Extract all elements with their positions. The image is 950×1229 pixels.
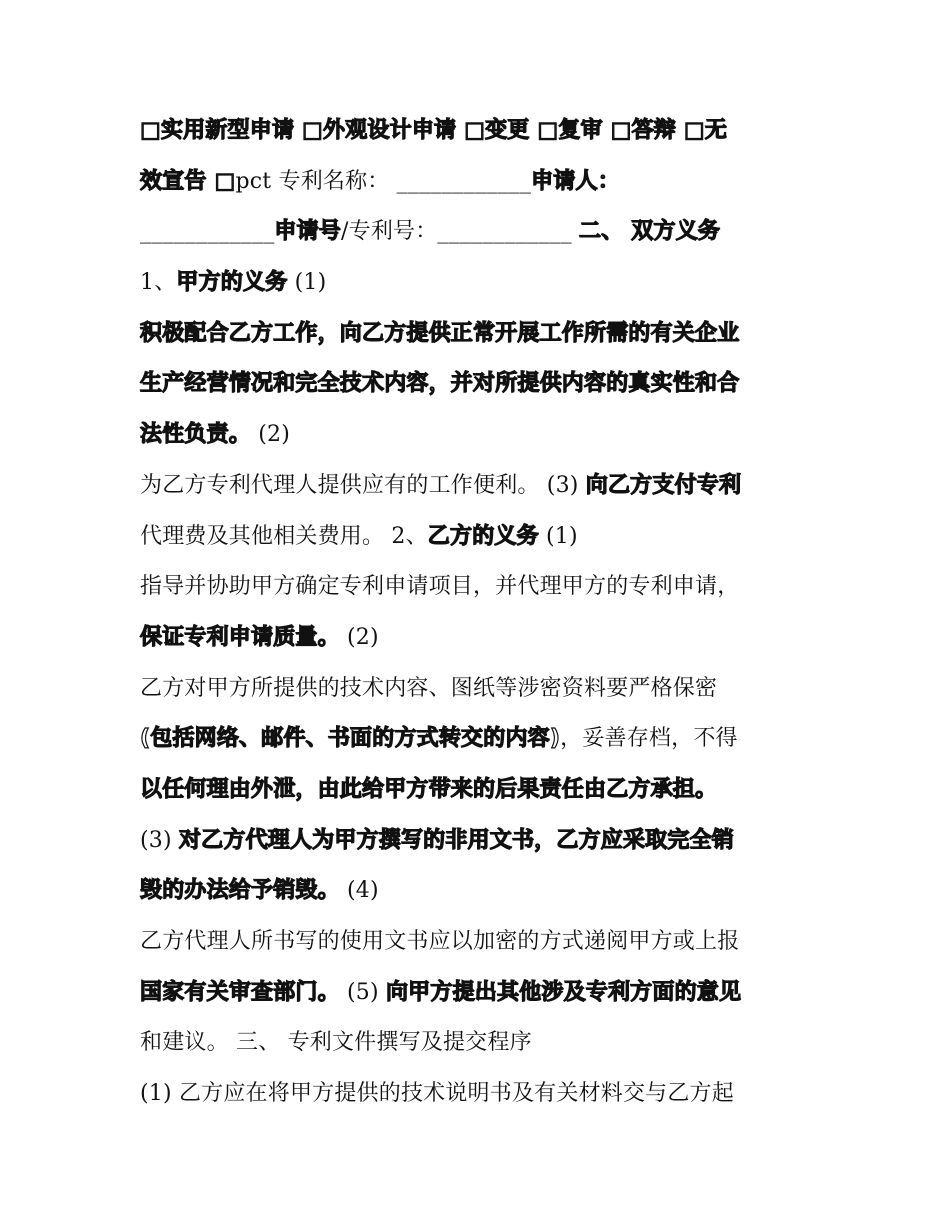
text-line [140,106,820,157]
text-line [140,714,820,765]
text-segment: (4) [339,878,379,904]
outlined-text-segment: 甲方的义务 [176,270,288,296]
text-line [140,816,820,867]
text-segment: (2) [251,422,290,448]
outlined-text-segment: 对乙方代理人为甲方撰写的非用文书，乙方应采取完全销 [178,827,734,853]
outlined-text-segment: 效宣告 □ [140,168,236,194]
outlined-text-segment: 向甲方提出其他涉及专利方面的意见 [385,979,742,1005]
outlined-text-segment: 毁的办法给予销毁。 [140,878,340,904]
text-line [140,765,820,816]
text-segment: (1) 乙方应在将甲方提供的技术说明书及有关材料交与乙方起 [140,1081,734,1107]
document-body [140,106,820,1120]
text-line [140,461,820,512]
text-segment: /专利号：____________ [341,219,580,245]
text-segment: 乙方代理人所书写的使用文书应以加密的方式递阅甲方或上报 [140,929,740,954]
outlined-text-segment: 保证专利申请质量。 [140,624,340,650]
text-line [140,664,820,715]
outlined-text-segment: 乙方的义务 [427,523,539,549]
text-line [140,562,820,613]
outlined-text-segment: 以任何理由外泄，由此给甲方带来的后果责任由乙方承担。 [140,776,718,802]
text-line [140,258,820,309]
text-line [140,968,820,1019]
text-line [140,1069,820,1120]
text-segment: pct 专利名称： ____________ [235,168,532,194]
text-segment: 为乙方专利代理人提供应有的工作便利。 (3) [140,472,586,498]
text-segment: (3) [140,827,179,853]
text-segment: (2) [339,624,379,650]
text-segment: ____________ [140,219,275,245]
text-line [140,917,820,968]
text-segment: 1、 [140,270,177,296]
text-line [140,866,820,917]
outlined-text-segment: 申请号 [274,219,342,245]
text-line [140,410,820,461]
text-line [140,512,820,563]
text-segment: (5) [339,979,386,1005]
text-segment: (1) [538,523,578,549]
outlined-text-segment: 申请人： [531,168,620,194]
outlined-text-segment: □实用新型申请 □外观设计申请 □变更 □复审 □答辩 □无 [140,118,728,143]
outlined-text-segment: 法性负责。 [140,422,252,448]
text-line [140,613,820,664]
text-segment: ，妥善存档，不得 [560,726,738,752]
outlined-text-segment: 向乙方支付专利 [585,472,742,498]
text-line [140,309,820,360]
outlined-text-segment: 生产经营情况和完全技术内容，并对所提供内容的真实性和合 [140,371,740,397]
text-segment: 和建议。 三、 专利文件撰写及提交程序 [140,1030,532,1056]
text-segment: 乙方对甲方所提供的技术内容、图纸等涉密资料要严格保密 [140,675,718,701]
outlined-text-segment: 二、 双方义务 [579,219,721,245]
outlined-text-segment: (包括网络、邮件、书面的方式转交的内容) [140,726,561,752]
text-line [140,157,820,208]
text-line [140,1018,820,1069]
text-line [140,207,820,258]
text-segment: (1) [287,270,327,296]
text-segment: 指导并协助甲方确定专利申请项目，并代理甲方的专利申请， [140,574,740,600]
text-segment: 代理费及其他相关费用。 2、 [140,523,428,549]
outlined-text-segment: 积极配合乙方工作，向乙方提供正常开展工作所需的有关企业 [140,320,740,346]
text-line [140,359,820,410]
outlined-text-segment: 国家有关审查部门。 [140,979,340,1005]
